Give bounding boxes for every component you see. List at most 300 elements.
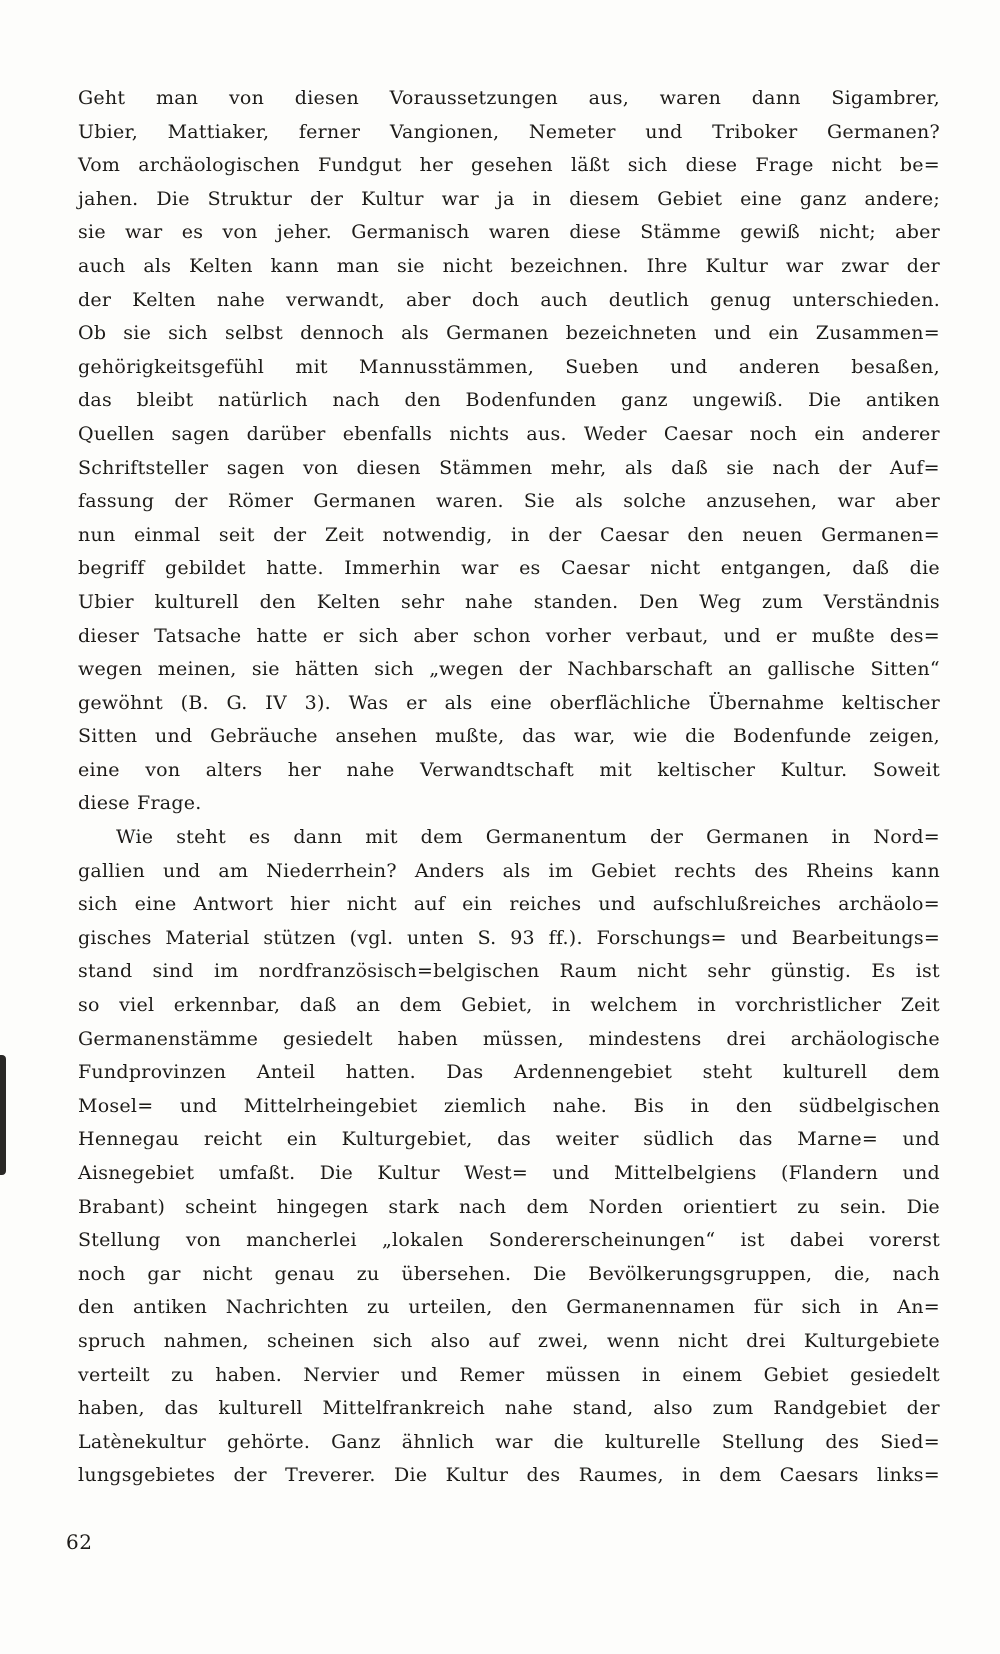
word: 93 (510, 926, 535, 949)
word: gesiedelt (850, 1363, 940, 1386)
word: und (670, 355, 708, 378)
word: daß (671, 456, 709, 479)
word: als (444, 691, 473, 714)
word: zu (356, 1262, 380, 1285)
word: archäologischen (138, 154, 300, 177)
word: gar (147, 1262, 181, 1285)
text-line (78, 1459, 940, 1493)
word: Ob (78, 322, 107, 345)
word: Raumes, (578, 1464, 664, 1487)
word: Was (348, 691, 389, 714)
word: Kultur (361, 187, 424, 210)
word: mußte, (435, 725, 505, 748)
word: nicht; (819, 221, 876, 244)
word: den (687, 523, 724, 546)
word: zwar (841, 254, 889, 277)
word: den (78, 1296, 115, 1319)
word: lungsgebietes (78, 1464, 216, 1487)
word: nordfranzösisch=belgischen (258, 960, 540, 983)
word: ist (915, 960, 940, 983)
word: scheint (185, 1195, 257, 1218)
word: nicht (202, 1262, 253, 1285)
word: Kelten (189, 254, 253, 277)
word: Zeit (324, 523, 365, 546)
word: und (740, 926, 778, 949)
word: Mattiaker, (167, 120, 270, 143)
word: nahe (465, 590, 514, 613)
word: war (837, 490, 875, 513)
word: Mosel= (78, 1094, 154, 1117)
word: sehr (707, 960, 751, 983)
word: sie (251, 658, 280, 681)
word: vorerst (869, 1229, 940, 1252)
word: sich (168, 322, 208, 345)
word: Mittelrheingebiet (243, 1094, 418, 1117)
word: nicht (650, 557, 701, 580)
word: Sondererscheinungen“ (488, 1229, 716, 1252)
word: er (406, 691, 427, 714)
word: reicht (203, 1128, 263, 1151)
word: sie (123, 322, 152, 345)
word: auch (540, 288, 588, 311)
word: nach (892, 1262, 940, 1285)
word: Römer (227, 490, 294, 513)
text-line (78, 384, 940, 418)
text-line (78, 855, 940, 889)
word: müssen, (482, 1027, 564, 1050)
word: ansehen (335, 725, 418, 748)
text-line (78, 821, 940, 855)
text-line-content: diese Frage. (78, 792, 202, 815)
word: aber (413, 624, 459, 647)
text-line (78, 452, 940, 486)
word: und (552, 1162, 590, 1184)
word: dabei (789, 1229, 845, 1252)
text-line (78, 317, 940, 351)
word: vorher (545, 624, 612, 647)
word: Nachbarschaft (567, 658, 713, 681)
word: müssen (545, 1363, 621, 1386)
word: unterschieden. (792, 288, 940, 311)
word: zum (712, 1397, 754, 1420)
word: südbelgischen (798, 1094, 940, 1117)
word: Übernahme (708, 691, 825, 714)
word: weiter (555, 1128, 619, 1151)
word: (Flandern (780, 1162, 879, 1184)
word: Ihre (646, 254, 688, 277)
word: Fundgut (317, 154, 402, 177)
word: kulturelle (604, 1430, 701, 1453)
word: viel (119, 994, 155, 1017)
text-line (78, 888, 940, 922)
word: zu (797, 1195, 820, 1218)
word: verwandt, (285, 288, 385, 311)
word: Antwort (193, 893, 274, 916)
word: Weder (583, 422, 647, 445)
word: den (259, 590, 297, 613)
text-line (78, 1325, 940, 1359)
word: unten (406, 926, 464, 949)
word: Geht (78, 87, 126, 109)
word: war (461, 557, 499, 580)
word: sagen (226, 456, 285, 479)
word: Den (639, 590, 679, 613)
word: Vangionen, (389, 120, 500, 143)
word: Verwandtschaft (419, 758, 574, 781)
word: den (511, 1296, 548, 1319)
word: Forschungs= (596, 926, 727, 949)
word: West= (464, 1162, 528, 1184)
word: Stämmen (439, 456, 533, 479)
word: den (735, 1094, 773, 1117)
word: Ardennengebiet (513, 1061, 673, 1084)
word: kulturell (782, 1061, 868, 1084)
word: Caesars (779, 1464, 859, 1487)
word: in (690, 1094, 710, 1117)
word: deutlich (608, 288, 690, 311)
word: kulturell (218, 1397, 303, 1420)
text-line (78, 687, 940, 721)
word: nicht (677, 1329, 729, 1352)
word: noch (749, 422, 798, 445)
text-line (78, 1123, 940, 1157)
word: solche (623, 490, 687, 513)
word: dem (526, 1195, 569, 1218)
word: einem (682, 1363, 743, 1386)
word: keltischer (657, 758, 756, 781)
word: „lokalen (381, 1229, 464, 1252)
word: besaßen, (851, 355, 940, 378)
word: Mannusstämmen, (359, 355, 535, 378)
word: aber (895, 490, 940, 513)
word: eine (134, 893, 177, 916)
word: an (727, 658, 753, 681)
word: Latènekultur (78, 1430, 207, 1453)
word: Kelten (132, 288, 196, 311)
word: Remer (459, 1363, 525, 1386)
word: links= (876, 1464, 940, 1487)
word: waren. (436, 490, 504, 513)
word: notwendig, (382, 523, 493, 546)
word: nun (78, 523, 116, 546)
word: entgangen, (720, 557, 832, 580)
text-line (78, 653, 940, 687)
word: gehörte. (227, 1430, 311, 1453)
word: ein (814, 422, 845, 445)
word: bezeichneten (565, 322, 697, 345)
word: Bearbeitungs= (791, 926, 940, 949)
word: er (322, 624, 344, 647)
word: Gebiet (763, 1363, 829, 1386)
word: eine (78, 758, 120, 781)
text-line (78, 250, 940, 284)
word: her (419, 154, 453, 177)
word: nicht (637, 960, 688, 983)
word: verbaut, (626, 624, 709, 647)
word: einmal (133, 523, 201, 546)
word: genau (274, 1262, 335, 1285)
word: keltischer (841, 691, 940, 714)
word: dieser (78, 624, 140, 647)
word: die (685, 725, 716, 748)
word: war (441, 187, 480, 210)
word: fassung (78, 490, 155, 513)
word: Sitten“ (870, 658, 940, 681)
word: der (649, 826, 684, 849)
word: aus, (588, 87, 629, 109)
word: hier (290, 893, 330, 916)
word: ganz (621, 389, 668, 412)
word: der (174, 490, 208, 513)
word: gehörigkeitsgefühl (78, 355, 265, 378)
word: hatte. (266, 557, 324, 580)
word: war (495, 1430, 533, 1453)
text-line (78, 1056, 940, 1090)
word: Anteil (256, 1061, 316, 1084)
word: sein. (840, 1195, 887, 1218)
word: diesen (294, 87, 359, 109)
word: südlich (643, 1128, 715, 1151)
word: die (909, 557, 940, 580)
word: ähnlich (401, 1430, 475, 1453)
word: archäologische (790, 1027, 940, 1050)
word: steht (702, 1061, 753, 1084)
word: diesem (569, 187, 640, 210)
word: Gebiet (657, 187, 723, 210)
word: Nachrichten (225, 1296, 349, 1319)
word: Caesar (600, 523, 669, 546)
word: in (859, 1296, 879, 1319)
margin-mark (0, 1055, 6, 1175)
word: mindestens (588, 1027, 702, 1050)
word: Caesar (561, 557, 630, 580)
word: nichts (449, 422, 510, 445)
text-line (78, 552, 940, 586)
text-line (78, 351, 940, 385)
page-number: 62 (66, 1530, 93, 1554)
word: hatte (256, 624, 308, 647)
word: von (228, 87, 265, 109)
word: spruch (78, 1329, 146, 1352)
word: Hennegau (78, 1128, 180, 1151)
word: nahe (504, 1397, 553, 1420)
word: Frage (755, 154, 814, 177)
word: in (682, 1464, 701, 1487)
word: seit (218, 523, 255, 546)
word: sich (374, 658, 414, 681)
word: dann (293, 826, 343, 849)
word: Nord= (873, 826, 940, 849)
word: sie (78, 221, 106, 244)
word: Tatsache (154, 624, 242, 647)
word: An= (897, 1296, 940, 1319)
text-line (78, 116, 940, 150)
word: oberflächliche (549, 691, 691, 714)
word: in (511, 523, 530, 546)
word: Anders (414, 859, 485, 882)
word: dem (897, 1061, 940, 1084)
word: gisches (78, 926, 152, 949)
word: Bodenfunden (465, 389, 597, 412)
word: mit (295, 355, 328, 378)
word: nicht (346, 893, 397, 916)
word: Norden (588, 1195, 663, 1218)
word: ff.). (548, 926, 583, 949)
word: Germanennamen (566, 1296, 736, 1319)
word: man (155, 87, 199, 109)
word: es (519, 557, 541, 580)
word: der (309, 187, 344, 210)
word: mit (365, 826, 398, 849)
word: daß (852, 557, 890, 580)
word: kann (270, 254, 319, 277)
word: Das (446, 1061, 484, 1084)
word: bleibt (136, 389, 194, 412)
word: Weg (699, 590, 742, 613)
word: Bis (633, 1094, 665, 1117)
word: und (598, 893, 636, 916)
word: des (754, 859, 789, 882)
word: dem (719, 1464, 762, 1487)
word: zwei, (537, 1329, 589, 1352)
word: drei (746, 1329, 786, 1352)
word: sie (396, 254, 425, 277)
word: das (164, 1397, 199, 1420)
word: Kelten (316, 590, 381, 613)
word: diese (569, 221, 622, 244)
word: in (697, 994, 717, 1017)
word: hingegen (276, 1195, 369, 1218)
word: dem (399, 994, 442, 1017)
word: Es (871, 960, 896, 983)
word: gallien (78, 859, 145, 882)
word: in (831, 826, 851, 849)
word: haben (397, 1027, 459, 1050)
word: Soweit (872, 758, 940, 781)
word: den (404, 389, 441, 412)
word: nach (332, 389, 380, 412)
word: gesiedelt (282, 1027, 373, 1050)
word: Stellung (78, 1229, 161, 1252)
word: Die (319, 1162, 354, 1184)
word: schon (473, 624, 531, 647)
word: Kulturgebiet, (341, 1128, 473, 1151)
word: Nemeter (528, 120, 616, 143)
word: zu (171, 1363, 194, 1386)
text-line (78, 1090, 940, 1124)
word: an (356, 994, 381, 1017)
word: der (906, 1397, 940, 1420)
word: aber (405, 288, 451, 311)
word: das (78, 389, 112, 412)
word: war (125, 221, 163, 244)
text-line (78, 1191, 940, 1225)
word: Germanen (313, 490, 416, 513)
word: dem (420, 826, 463, 849)
text-line (78, 485, 940, 519)
word: Marne= (797, 1128, 878, 1151)
text-line (78, 284, 940, 318)
word: Germanen (446, 322, 549, 345)
word: Sigambrer, (831, 87, 940, 109)
word: sich (78, 893, 118, 916)
word: das (522, 725, 557, 748)
word: waren (659, 87, 722, 109)
word: zum (761, 590, 803, 613)
word: sich (358, 624, 399, 647)
text-line (78, 922, 940, 956)
text-line (78, 955, 940, 989)
word: und (155, 725, 193, 748)
text-line (78, 620, 940, 654)
word: sie (726, 456, 755, 479)
word: auf (413, 893, 446, 916)
word: nicht (831, 154, 882, 177)
word: und (723, 624, 761, 647)
word: als (575, 490, 604, 513)
text-line (78, 720, 940, 754)
word: Gebiet, (461, 994, 533, 1017)
word: die, (834, 1262, 871, 1285)
word: Germanentum (485, 826, 628, 849)
text-line (78, 586, 940, 620)
word: der (838, 456, 872, 479)
word: diesen (356, 456, 421, 479)
word: stark (388, 1195, 439, 1218)
word: selbst (224, 322, 284, 345)
word: wegen (78, 658, 143, 681)
word: Randgebiet (773, 1397, 887, 1420)
word: ganz (799, 187, 847, 210)
word: waren (488, 221, 551, 244)
word: G. (226, 691, 248, 714)
word: es (181, 221, 204, 244)
word: gesehen (471, 154, 553, 177)
word: nach (772, 456, 820, 479)
word: er (775, 624, 797, 647)
word: gewöhnt (78, 691, 163, 714)
word: Ganz (331, 1430, 381, 1453)
word: der (273, 523, 307, 546)
text-line (78, 183, 940, 217)
word: war, (573, 725, 616, 748)
word: natürlich (218, 389, 308, 412)
word: haben. (215, 1363, 282, 1386)
word: IV (265, 691, 287, 714)
word: Zusammen= (815, 322, 940, 345)
word: gebildet (165, 557, 246, 580)
word: darüber (246, 422, 326, 445)
word: mancherlei (246, 1229, 357, 1252)
word: Bevölkerungsgruppen, (588, 1262, 813, 1285)
word: Die (156, 187, 190, 210)
word: welchem (590, 994, 678, 1017)
word: antiken (865, 389, 940, 412)
word: anderer (861, 422, 940, 445)
word: Quellen (78, 422, 155, 445)
word: in (642, 1363, 661, 1386)
word: Germanen? (826, 120, 940, 143)
word: ja (496, 187, 515, 210)
word: des (825, 1430, 860, 1453)
word: mit (599, 758, 632, 781)
word: Zeit (900, 994, 940, 1017)
word: (vgl. (349, 926, 394, 949)
word: von (222, 221, 258, 244)
word: Die (533, 1262, 567, 1285)
word: vorchristlicher (735, 994, 882, 1017)
word: Fundprovinzen (78, 1061, 227, 1084)
